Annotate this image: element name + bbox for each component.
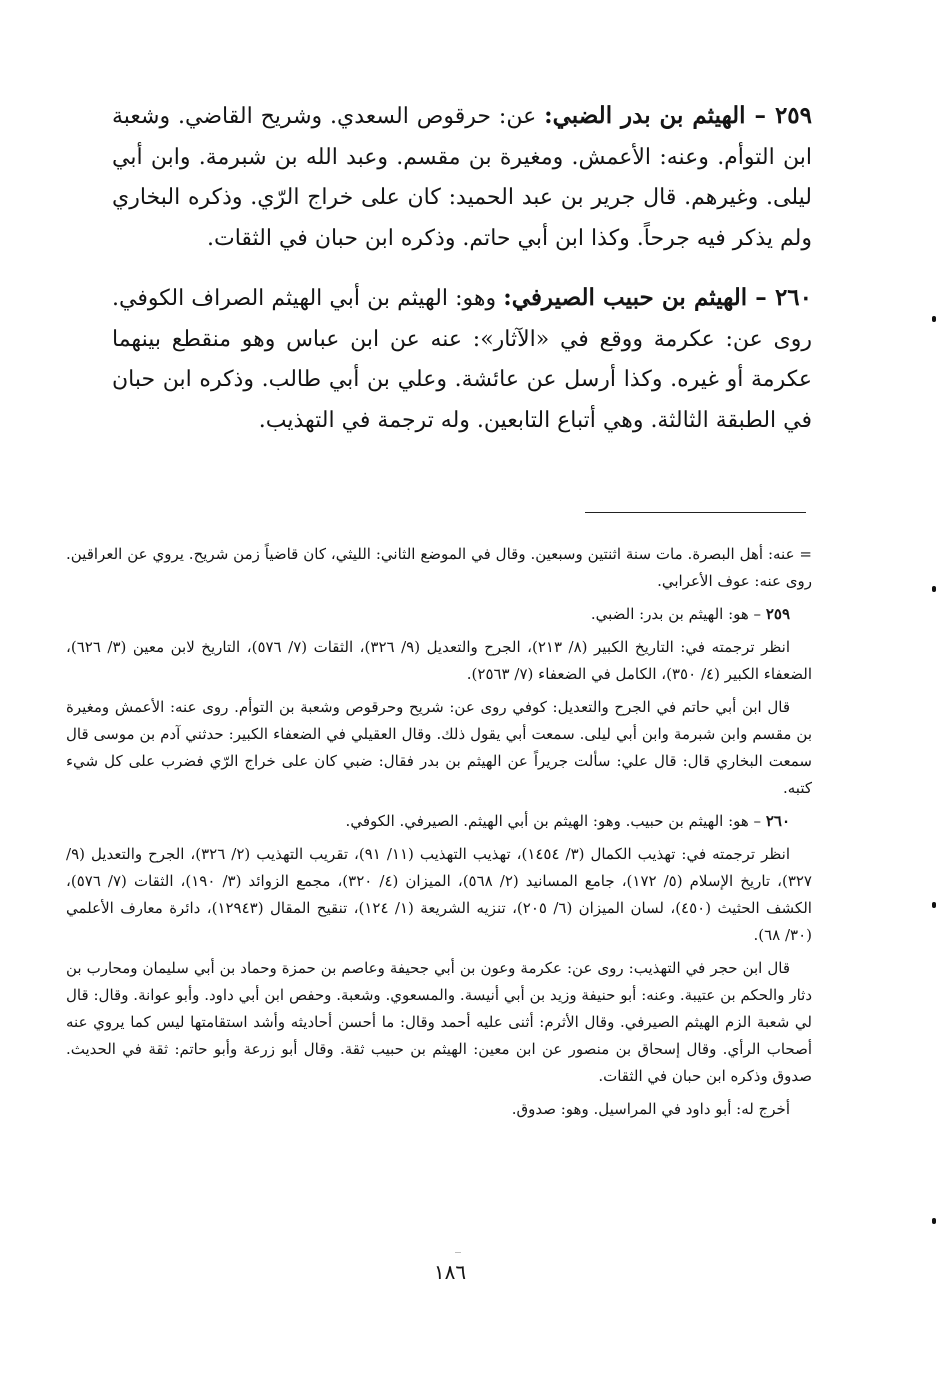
footnote-number: ٢٦٠ <box>765 812 790 830</box>
scan-speck <box>455 1252 461 1253</box>
entry-text: عن: حرقوص السعدي. وشريح القاضي. وشعبة ابن التوأم. وعنه: الأعمش. ومغيرة بن مقسم. وعبد الله بن شبرمة. وابن أبي ليلى. وغيرهم. قال جرير بن عبد الحميد: كان على خراج الرّي. وذكره البخاري ولم يذكر فيه جرحاً. وكذا ابن أبي حاتم. وذكره ابن حبان في الثقات. <box>112 104 812 251</box>
scan-edge-mark <box>932 586 936 592</box>
footnote-260-title <box>66 808 812 835</box>
footnote-continuation: = عنه: أهل البصرة. مات سنة اثنتين وسبعين. وقال في الموضع الثاني: الليثي، كان قاضياً زمن شريح. يروي عن العراقين. روى عنه: عوف الأعرابي. <box>66 545 812 590</box>
footnote-title-text: – هو: الهيثم بن بدر: الضبي. <box>590 605 766 623</box>
footnote-260-verdict: أخرج له: أبو داود في المراسيل. وهو: صدوق. <box>511 1100 790 1118</box>
scan-edge-mark <box>932 1218 936 1224</box>
footnote-number: ٢٥٩ <box>765 605 790 623</box>
entry-heading: ٢٥٩ – الهيثم بن بدر الضبي: <box>544 102 813 129</box>
entry-text: وهو: الهيثم بن أبي الهيثم الصراف الكوفي. روى عن: عكرمة ووقع في «الآثار»: عنه عن ابن عباس وهو منقطع بينهما عكرمة أو غيره. وكذا أرسل عن عائشة. وعلي بن أبي طالب. وذكره ابن حبان في الطبقة الثالثة. وهي أتباع التابعين. وله ترجمة في التهذيب. <box>112 286 812 433</box>
entry-paragraph <box>112 96 812 259</box>
entry-paragraph <box>112 278 812 441</box>
footnotes <box>66 541 812 1129</box>
entry-259 <box>112 96 812 259</box>
footnote-title-text: – هو: الهيثم بن حبيب. وهو: الهيثم بن أبي الهيثم. الصيرفي. الكوفي. <box>345 812 766 830</box>
footnote-260-quote: قال ابن حجر في التهذيب: روى عن: عكرمة وعون بن أبي جحيفة وعاصم بن حمزة وحماد بن أبي سليمان ومحارب بن دثار والحكم بن عتيبة. وعنه: أبو حنيفة وزيد بن أبي أنيسة. والمسعوي. وشعبة. وحفص ابن أبي داود. وأبو عوانة. وقال: قال لي شعبة الزم الهيثم الصيرفي. وقال الأثرم: أثنى عليه أحمد وقال: ما أحسن أحاديثه وأشد استقامتها ليس كما يروي عنه أصحاب الرأي. وقال إسحاق بن منصور عن ابن معين: الهيثم بن حبيب ثقة. وقال أبو زرعة وأبو حاتم: ثقة في الحديث. صدوق وذكره ابن حبان في الثقات. <box>66 959 812 1085</box>
footnote-259-quote: قال ابن أبي حاتم في الجرح والتعديل: كوفي روى عن: شريح وحرقوص وشعبة بن التوأم. روى عنه: الأعمش ومغيرة بن مقسم وابن شبرمة وابن أبي ليلى. سمعت أبي يقول ذلك. وقال العقيلي في الضعفاء الكبير: حدثني آدم بن موسى قال سمعت البخاري قال: قال علي: سألت جريراً عن الهيثم بن بدر فقال: ضبي كان على خراج الرّي فضرب على كل شيء كتبه. <box>66 698 812 797</box>
entry-260 <box>112 278 812 441</box>
page-number: ١٨٦ <box>433 1260 467 1284</box>
scan-edge-mark <box>932 902 936 908</box>
footnote-259-sources: انظر ترجمته في: التاريخ الكبير (٨/ ٢١٣)، الجرح والتعديل (٩/ ٣٢٦)، الثقات (٧/ ٥٧٦)، التاريخ لابن معين (٣/ ٦٢٦)، الضعفاء الكبير (٤/ ٣٥٠)، الكامل في الضعفاء (٧/ ٢٥٦٣). <box>66 638 812 683</box>
footnote-259-title <box>66 601 812 628</box>
entry-heading: ٢٦٠ – الهيثم بن حبيب الصيرفي: <box>503 284 812 311</box>
footnote-260-sources: انظر ترجمته في: تهذيب الكمال (٣/ ١٤٥٤)، تهذيب التهذيب (١١/ ٩١)، تقريب التهذيب (٢/ ٣٢٦)، الجرح والتعديل (٩/ ٣٢٧)، تاريخ الإسلام (٥/ ١٧٢)، جامع المسانيد (٢/ ٥٦٨)، الميزان (٤/ ٣٢٠)، مجمع الزوائد (٣/ ١٩٠)، الثقات (٧/ ٥٧٦)، الكشف الحثيث (٤٥٠)، لسان الميزان (٦/ ٢٠٥)، تنزيه الشريعة (١/ ١٢٤)، تنقيح المقال (١٢٩٤٣)، دائرة معارف الأعلمي (٣٠/ ٦٨). <box>66 845 812 944</box>
scan-edge-mark <box>932 316 936 322</box>
footnote-divider <box>585 512 806 513</box>
